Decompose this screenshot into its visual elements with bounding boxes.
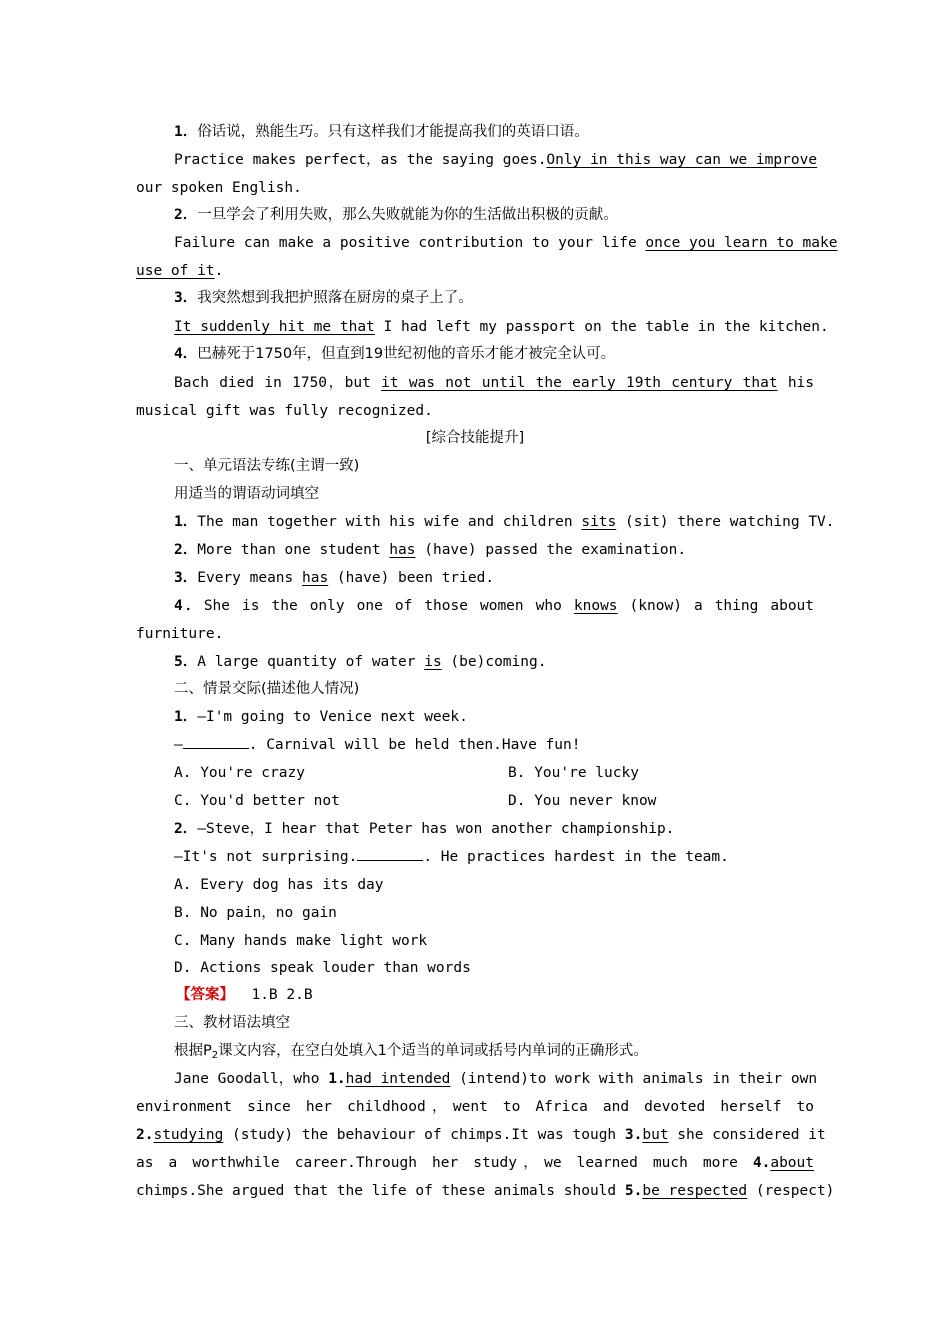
grammar-instruction: 用适当的谓语动词填空 — [174, 486, 319, 502]
answer-text: but — [642, 1127, 669, 1143]
answer-text: Only in this way can we improve — [546, 152, 818, 168]
blank-line — [183, 736, 249, 749]
item-number: 4． — [174, 598, 204, 614]
answer-text: about — [770, 1155, 814, 1171]
item-number: 1． — [174, 709, 198, 725]
blank-number: 1. — [328, 1071, 346, 1087]
page-subscript: 2 — [211, 1050, 219, 1061]
option-b: B. You're lucky — [508, 765, 639, 781]
dialogue-q2-line2 — [174, 847, 729, 867]
answer-text: once you learn to make — [645, 235, 838, 251]
translation-4-prompt — [174, 344, 615, 364]
question-text: —Steve，I hear that Peter has won another championship. — [197, 821, 675, 837]
translation-4-continuation: musical gift was fully recognized. — [136, 403, 433, 419]
question-text: The man together with his wife and children — [197, 514, 582, 530]
question-text: More than one student — [197, 542, 390, 558]
instruction-text: 根据P — [174, 1043, 212, 1059]
option-d: D. Actions speak louder than words — [174, 960, 471, 976]
chinese-sentence: 一旦学会了利用失败，那么失败就能为你的生活做出积极的贡献。 — [197, 207, 618, 223]
translation-2-prompt — [174, 205, 618, 225]
item-number: 4． — [174, 346, 198, 362]
answer-text: it was not until the early 19th century that — [381, 375, 778, 391]
dialogue-q1-options-row1 — [174, 763, 814, 783]
question-text: —It's not surprising. — [174, 849, 358, 865]
passage-text: Jane Goodall，who — [174, 1071, 329, 1087]
item-number: 2． — [174, 542, 198, 558]
answer-text: has — [302, 570, 329, 586]
chinese-sentence: 巴赫死于1750年，但直到19世纪初他的音乐才能才被完全认可。 — [197, 346, 616, 362]
dialogue-q2-line1 — [174, 819, 674, 839]
grammar-item-2 — [174, 540, 686, 560]
answer-text: has — [389, 542, 416, 558]
option-a: A. Every dog has its day — [174, 877, 384, 893]
english-text: Failure can make a positive contribution to your life — [174, 235, 646, 251]
passage-text: she considered it — [668, 1127, 826, 1143]
translation-3-answer — [174, 317, 829, 337]
question-text: (sit) there watching TV. — [616, 514, 835, 530]
grammar-item-3 — [174, 568, 494, 588]
cloze-heading: 三、教材语法填空 — [174, 1015, 290, 1031]
answer-values: 1.B 2.B — [251, 987, 313, 1003]
question-text: . He practices hardest in the team. — [423, 849, 729, 865]
passage-text: chimps.She argued that the life of these animals should — [136, 1183, 625, 1199]
dialogue-heading: 二、情景交际(描述他人情况) — [174, 681, 360, 697]
answer-text: It suddenly hit me that — [174, 319, 375, 335]
cloze-line-4 — [136, 1153, 814, 1173]
option-b: B. No pain，no gain — [174, 905, 337, 921]
question-text: (be)coming. — [441, 654, 547, 670]
grammar-item-1 — [174, 512, 835, 532]
translation-1-continuation: our spoken English. — [136, 180, 302, 196]
section-title: [综合技能提升] — [425, 430, 525, 446]
question-text: (have) been tried. — [328, 570, 495, 586]
translation-1-answer — [174, 150, 818, 170]
answer-text: studying — [153, 1127, 224, 1143]
item-number: 1． — [174, 124, 198, 140]
answer-text: had intended — [345, 1071, 451, 1087]
translation-1-prompt — [174, 122, 589, 142]
question-text: —I'm going to Venice next week. — [197, 709, 468, 725]
option-a: A. You're crazy — [174, 765, 305, 781]
english-text: Practice makes perfect，as the saying goes. — [174, 152, 547, 168]
translation-2-answer — [174, 233, 838, 253]
option-d: D. You never know — [508, 793, 657, 809]
blank-number: 2. — [136, 1127, 154, 1143]
blank-number: 4. — [752, 1155, 771, 1171]
english-text: his — [777, 375, 815, 391]
passage-text: (study) the behaviour of chimps.It was tough — [223, 1127, 625, 1143]
passage-text: (respect) — [747, 1183, 835, 1199]
answer-label: 【答案】 — [176, 987, 234, 1003]
chinese-sentence: 俗话说，熟能生巧。只有这样我们才能提高我们的英语口语。 — [197, 124, 589, 140]
option-c: C. Many hands make light work — [174, 933, 428, 949]
grammar-heading: 一、单元语法专练(主谓一致) — [174, 458, 360, 474]
english-text: I had left my passport on the table in the kitchen. — [374, 319, 829, 335]
blank-number: 5. — [624, 1183, 643, 1199]
item-number: 3． — [174, 570, 198, 586]
answer-key — [176, 985, 313, 1005]
cloze-line-3 — [136, 1125, 826, 1145]
dialogue-q1-options-row2 — [174, 791, 814, 811]
translation-3-prompt — [174, 288, 473, 308]
dialogue-q1-line1 — [174, 707, 468, 727]
answer-text: be respected — [642, 1183, 748, 1199]
grammar-item-4 — [174, 596, 814, 616]
blank-line — [357, 848, 423, 861]
item-number: 3． — [174, 290, 198, 306]
question-text: Every means — [197, 570, 302, 586]
answer-text: knows — [573, 598, 618, 614]
translation-2-continuation — [136, 261, 223, 281]
passage-text: as a worthwhile career.Through her study，we learned much more — [136, 1155, 753, 1171]
english-text: Bach died in 1750，but — [174, 375, 382, 391]
english-text: . — [214, 263, 224, 279]
chinese-sentence: 我突然想到我把护照落在厨房的桌子上了。 — [197, 290, 473, 306]
item-number: 2． — [174, 207, 198, 223]
cloze-line-5 — [136, 1181, 835, 1201]
item-number: 5． — [174, 654, 198, 670]
question-text: She is the only one of those women who — [203, 598, 574, 614]
translation-4-answer — [174, 373, 814, 393]
grammar-item-4-continuation: furniture. — [136, 626, 224, 642]
dialogue-q1-line2 — [174, 735, 580, 755]
question-text: A large quantity of water — [197, 654, 425, 670]
cloze-instruction — [174, 1041, 648, 1066]
answer-text: use of it — [136, 263, 215, 279]
answer-text: is — [424, 654, 442, 670]
instruction-text: 课文内容，在空白处填入1个适当的单词或括号内单词的正确形式。 — [218, 1043, 648, 1059]
cloze-line-2: environment since her childhood，went to Africa and devoted herself to — [136, 1099, 814, 1115]
cloze-line-1 — [174, 1069, 818, 1089]
question-text: (have) passed the examination. — [415, 542, 687, 558]
question-text: — — [174, 737, 183, 753]
blank-number: 3. — [624, 1127, 643, 1143]
question-text: . Carnival will be held then.Have fun! — [248, 737, 581, 753]
item-number: 2． — [174, 821, 198, 837]
question-text: (know) a thing about — [617, 598, 815, 614]
passage-text: (intend)to work with animals in their own — [450, 1071, 818, 1087]
answer-text: sits — [581, 514, 617, 530]
grammar-item-5 — [174, 652, 546, 672]
option-c: C. You'd better not — [174, 793, 340, 809]
item-number: 1． — [174, 514, 198, 530]
